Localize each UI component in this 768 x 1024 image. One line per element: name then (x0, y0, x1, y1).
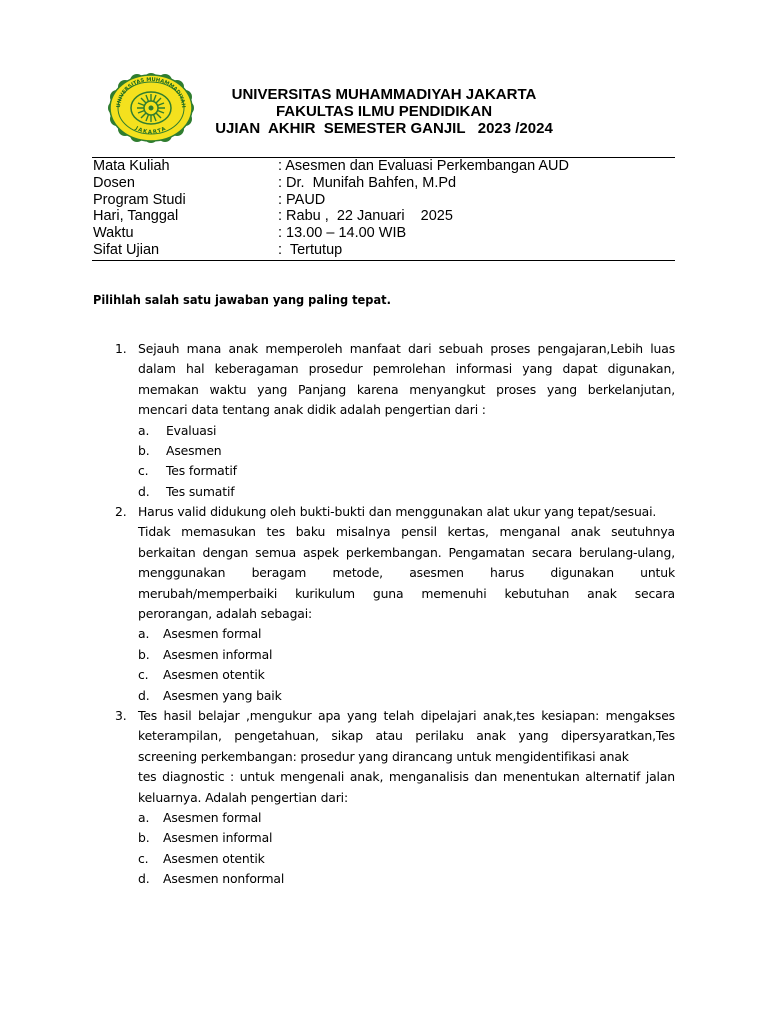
info-label: Waktu (93, 225, 134, 242)
answer-option (138, 461, 675, 481)
option-letter: b. (138, 646, 150, 662)
answer-option (138, 645, 675, 665)
university-name: UNIVERSITAS MUHAMMADIYAH JAKARTA (231, 86, 537, 103)
info-value: : Rabu , 22 Januari 2025 (278, 208, 453, 225)
option-text: Asesmen formal (163, 626, 262, 642)
info-label: Sifat Ujian (93, 241, 160, 258)
question-line: keluarnya. Adalah pengertian dari: (138, 789, 348, 805)
question-number: 1. (115, 341, 127, 356)
option-text: Asesmen otentik (163, 667, 265, 683)
answer-option (138, 869, 675, 889)
exam-title: UJIAN AKHIR SEMESTER GANJIL 2023 /2024 (215, 120, 553, 137)
question-text (138, 502, 675, 624)
option-text: Tes sumatif (166, 483, 235, 499)
option-letter: b. (138, 830, 150, 846)
answer-option (138, 624, 675, 644)
question-3 (115, 706, 675, 890)
info-label: Hari, Tanggal (93, 208, 179, 225)
option-text: Asesmen formal (163, 810, 262, 826)
exam-header (200, 86, 568, 137)
answer-option (138, 828, 675, 848)
course-info-table (93, 158, 675, 259)
option-text: Asesmen informal (163, 646, 273, 662)
question-line: screening perkembangan: prosedur yang dirancang untuk mengidentifikasi anak (138, 748, 629, 764)
svg-text:UNIVERSITAS MUHAMMADIYAH: UNIVERSITAS MUHAMMADIYAH (115, 76, 187, 108)
info-row-time (93, 225, 675, 242)
question-line: Harus valid didukung oleh bukti-bukti dan menggunakan alat ukur yang tepat/sesuai. (138, 504, 657, 519)
svg-text:JAKARTA: JAKARTA (134, 125, 168, 136)
option-letter: b. (138, 443, 150, 459)
question-text (138, 706, 675, 808)
info-value: : Dr. Munifah Bahfen, M.Pd (278, 174, 457, 191)
option-text: Asesmen (166, 443, 222, 459)
option-letter: d. (138, 871, 150, 887)
question-line: menggunakan beragam metode, asesmen harus digunakan untuk (138, 565, 675, 581)
instruction-text: Pilihlah salah satu jawaban yang paling tepat. (93, 293, 391, 307)
question-line: merubah/memperbaiki kurikulum guna memenuhi kebutuhan anak secara (138, 585, 675, 601)
option-letter: a. (138, 810, 150, 826)
option-text: Asesmen yang baik (163, 687, 282, 703)
question-line: memakan waktu yang Panjang karena menyangkut proses yang berkelanjutan, (138, 381, 675, 397)
faculty-name: FAKULTAS ILMU PENDIDIKAN (275, 103, 493, 120)
option-letter: d. (138, 483, 150, 499)
info-label: Mata Kuliah (93, 158, 170, 174)
question-number: 2. (115, 504, 127, 519)
answer-option (138, 849, 675, 869)
option-letter: d. (138, 687, 150, 703)
info-value: : Tertutup (278, 241, 343, 258)
info-row-date (93, 208, 675, 225)
info-label: Dosen (93, 174, 135, 191)
question-line: Tes hasil belajar ,mengukur apa yang telah dipelajari anak,tes kesiapan: mengakses (138, 708, 675, 723)
option-letter: c. (138, 667, 149, 683)
question-line: Tidak memasukan tes baku misalnya pensil kertas, menganal anak seutuhnya (138, 524, 675, 540)
info-value: : 13.00 – 14.00 WIB (278, 225, 407, 242)
option-text: Evaluasi (166, 422, 217, 438)
question-1 (115, 339, 675, 502)
info-value: : Asesmen dan Evaluasi Perkembangan AUD (278, 158, 569, 174)
option-text: Asesmen otentik (163, 850, 265, 866)
option-letter: a. (138, 626, 150, 642)
answer-option (138, 482, 675, 502)
university-seal-logo (105, 70, 197, 146)
info-row-exam-type (93, 242, 675, 259)
option-text: Asesmen informal (163, 830, 273, 846)
info-row-lecturer (93, 175, 675, 192)
question-line: keterampilan, pengetahuan, sikap atau perilaku anak yang dipersyaratkan,Tes (138, 728, 675, 744)
answer-option (138, 441, 675, 461)
option-text: Asesmen nonformal (163, 871, 285, 887)
question-line: Sejauh mana anak memperoleh manfaat dari sebuah proses pengajaran,Lebih luas (138, 341, 675, 356)
option-letter: a. (138, 422, 150, 438)
question-line: mencari data tentang anak didik adalah pengertian dari : (138, 402, 486, 418)
question-number: 3. (115, 708, 127, 723)
info-row-course (93, 158, 675, 175)
question-line: dalam hal keberagaman prosedur pemrolehan informasi yang dapat digunakan, (138, 361, 675, 377)
info-label: Program Studi (93, 191, 186, 208)
info-row-program (93, 192, 675, 209)
option-text: Tes formatif (166, 463, 237, 479)
info-value: : PAUD (278, 191, 326, 208)
question-line: berkaitan dengan semua aspek perkembangan. Pengamatan secara berulang-ulang, (138, 544, 675, 560)
question-line: tes diagnostic : untuk mengenali anak, menganalisis dan menentukan alternatif jalan (138, 769, 675, 785)
answer-option (138, 808, 675, 828)
answer-option (138, 421, 675, 441)
header-divider-bottom (92, 260, 675, 261)
option-letter: c. (138, 850, 149, 866)
answer-option (138, 665, 675, 685)
question-line: perorangan, adalah sebagai: (138, 606, 313, 622)
question-text (138, 339, 675, 421)
option-letter: c. (138, 463, 149, 479)
answer-option (138, 686, 675, 706)
question-2 (115, 502, 675, 706)
